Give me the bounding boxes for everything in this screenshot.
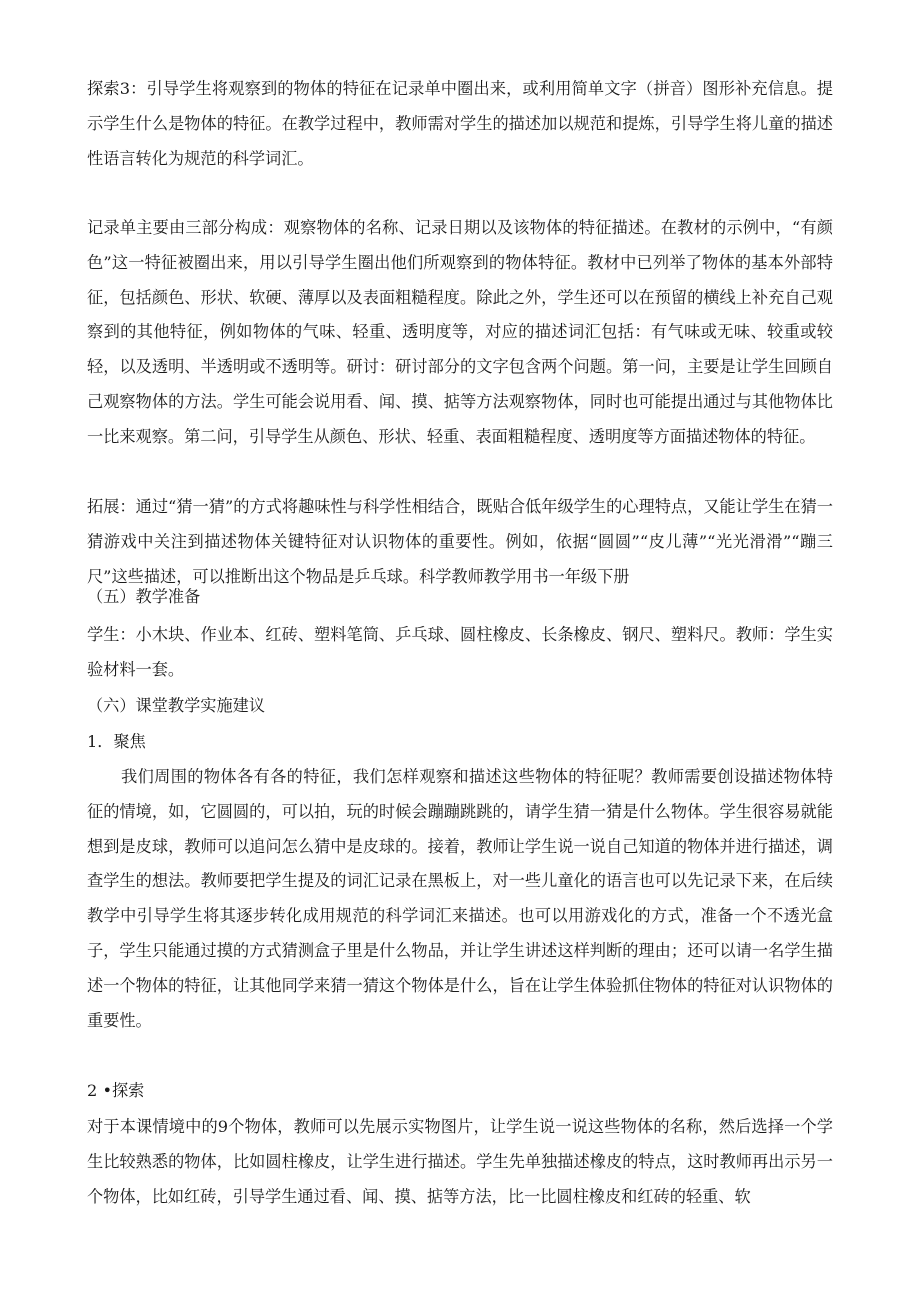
paragraph-focus: 我们周围的物体各有各的特征，我们怎样观察和描述这些物体的特征呢？教师需要创设描述物体特征的情境，如，它圆圆的，可以拍，玩的时候会蹦蹦跳跳的，请学生猜一猜是什么物体。学生很容易就能想到是皮球，教师可以追问怎么猜中是皮球的。接着，教师让学生说一说自己知道的物体并进行描述，调查学生的想法。教师要把学生提及的词汇记录在黑板上，对一些儿童化的语言也可以先记录下来，在后续教学中引导学生将其逐步转化成用规范的科学词汇来描述。也可以用游戏化的方式，准备一个不透光盒子，学生只能通过摸的方式猜测盒子里是什么物品，并让学生讲述这样判断的理由；还可以请一名学生描述一个物体的特征，让其他同学来猜一猜这个物体是什么，旨在让学生体验抓住物体的特征对认识物体的重要性。: [87, 767, 833, 1030]
section-heading-implementation: （六）课堂教学实施建议: [87, 696, 266, 715]
paragraph-explore-3: 探索3：引导学生将观察到的物体的特征在记录单中圈出来，或利用简单文字（拼音）图形补充信息。提示学生什么是物体的特征。在教学过程中，教师需对学生的描述加以规范和提炼，引导学生将儿童的描述性语言转化为规范的科学词汇。: [87, 79, 833, 168]
paragraph-explore: 对于本课情境中的9个物体，教师可以先展示实物图片，让学生说一说这些物体的名称，然后选择一个学生比较熟悉的物体，比如圆柱橡皮，让学生进行描述。学生先单独描述橡皮的特点，这时教师再出示另一个物体，比如红砖，引导学生通过看、闻、摸、掂等方法，比一比圆柱橡皮和红砖的轻重、软: [87, 1117, 833, 1206]
paragraph-extension: 拓展：通过“猜一猜”的方式将趣味性与科学性相结合，既贴合低年级学生的心理特点，又能让学生在猜一猜游戏中关注到描述物体关键特征对认识物体的重要性。例如，依据“圆圆”“皮儿薄”“光光滑滑”“蹦三尺”这些描述，可以推断出这个物品是乒乓球。科学教师教学用书一年级下册: [87, 497, 833, 586]
subheading-explore: 2 •探索: [87, 1081, 145, 1100]
paragraph-record-sheet: 记录单主要由三部分构成：观察物体的名称、记录日期以及该物体的特征描述。在教材的示例中，“有颜色”这一特征被圈出来，用以引导学生圈出他们所观察到的物体特征。教材中已列举了物体的基本外部特征，包括颜色、形状、软硬、薄厚以及表面粗糙程度。除此之外，学生还可以在预留的横线上补充自己观察到的其他特征，例如物体的气味、轻重、透明度等，对应的描述词汇包括：有气味或无味、较重或较轻，以及透明、半透明或不透明等。研讨：研讨部分的文字包含两个问题。第一问，主要是让学生回顾自己观察物体的方法。学生可能会说用看、闻、摸、掂等方法观察物体，同时也可能提出通过与其他物体比一比来观察。第二问，引导学生从颜色、形状、轻重、表面粗糙程度、透明度等方面描述物体的特征。: [87, 218, 833, 446]
subheading-focus: 1．聚焦: [87, 732, 146, 751]
section-heading-preparation: （五）教学准备: [87, 587, 201, 606]
paragraph-materials: 学生：小木块、作业本、红砖、塑料笔筒、乒乓球、圆柱橡皮、长条橡皮、钢尺、塑料尺。教师：学生实验材料一套。: [87, 625, 833, 679]
